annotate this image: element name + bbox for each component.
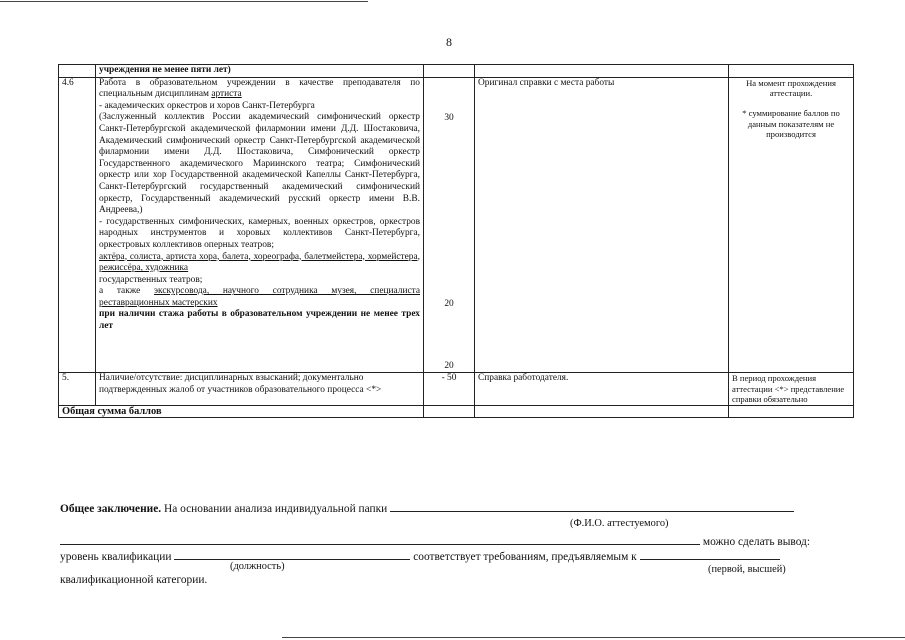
score-museum: 20 (444, 360, 454, 371)
criterion-number: 4.6 (59, 77, 96, 373)
table-row (59, 77, 854, 373)
score-penalty: - 50 (424, 373, 475, 405)
conclusion-title: Общее заключение. (60, 503, 162, 515)
criterion-bullet-state: - государственных симфонических, камерных, военных оркестров, оркестров народных инструментов и хоровых коллективов Санкт-Петербурга, оркестровых коллективов оперных театров; (99, 216, 420, 250)
category-blank (640, 548, 780, 560)
score-state: 20 (444, 299, 454, 310)
criteria-table (58, 64, 854, 418)
scan-edge-top (0, 1, 368, 2)
criterion-bullet-museum: экскурсовода, научного сотрудника музея, специалиста реставрационных мастерских (99, 286, 420, 308)
criterion-experience: при наличии стажа работы в образовательном учреждении не менее трех лет (99, 309, 420, 332)
table-row (59, 373, 854, 405)
cell-num (59, 65, 96, 78)
criterion-bullet-actors: актёра, солиста, артиста хора, балета, хореографа, балетмейстера, хормейстера, режиссёра, художника (99, 251, 420, 274)
criterion-intro-underlined: артиста (211, 89, 242, 100)
table-row (59, 405, 854, 418)
page-number: 8 (446, 35, 452, 49)
conclusion-line-2 (60, 533, 810, 548)
complies-text: соответствует требованиям, предъявляемым к (413, 551, 637, 563)
total-label: Общая сумма баллов (59, 405, 424, 418)
criterion-text: Наличие/отсутствие: дисциплинарных взысканий; документально подтвержденных жалоб от участников образовательного процесса <*> (96, 373, 424, 405)
note-period: В период прохождения аттестации <*> представление справки обязательно (729, 373, 854, 405)
cell-document (475, 65, 729, 78)
category-line: квалификационной категории. (60, 574, 208, 586)
scan-edge-bottom (282, 637, 905, 638)
category-caption: (первой, высшей) (708, 564, 786, 575)
conclusion-text: На основании анализа индивидуальной папки (164, 503, 388, 515)
cell-note (729, 77, 854, 373)
conclusion-conclude: можно сделать вывод: (702, 536, 811, 548)
criterion-bullet-academic: - академических оркестров и хоров Санкт-Петербурга (99, 100, 315, 111)
name-blank (60, 533, 700, 545)
conclusion-line (60, 500, 794, 515)
qualification-line (60, 548, 780, 563)
criterion-text (96, 77, 424, 373)
cell-document (475, 405, 729, 418)
table-row (59, 65, 854, 78)
note-attestation: На момент прохождения аттестации. (746, 77, 836, 98)
criterion-bullet-also: а также (99, 286, 141, 297)
criterion-orchestra-list: (Заслуженный коллектив России академический симфонический оркестр Санкт-Петербургской академической филармонии имени Д.Д. Шостаковича, Академический симфонический оркестр Санкт-Петербургской академической филармонии имени Д.Д. Шостаковича, Симфонический оркестр Государственного академического Мариинского театра; Симфонический оркестр или хор Государственной академической Капеллы Санкт-Петербурга, Санкт-Петербургский государственный академический симфонический оркестр, Государственный академический русский оркестр имени В.В. Андреева,) (99, 112, 420, 216)
total-score (424, 405, 475, 418)
criterion-intro: Работа в образовательном учреждении в качестве преподавателя по специальным дисциплинам (99, 77, 420, 100)
cell-note (729, 65, 854, 78)
cell-note (729, 405, 854, 418)
document-required: Справка работодателя. (475, 373, 729, 405)
criterion-bullet-actors-tail: государственных театров; (99, 274, 203, 285)
document-required: Оригинал справки с места работы (475, 77, 729, 373)
score-academic: 30 (444, 112, 454, 123)
criterion-continuation: учреждения не менее пяти лет) (96, 65, 424, 78)
qualification-label: уровень квалификации (60, 551, 172, 563)
fio-caption: (Ф.И.О. аттестуемого) (570, 518, 669, 529)
level-blank (174, 548, 410, 560)
note-summation: * суммирование баллов по данным показателям не производится (742, 108, 840, 140)
cell-score (424, 77, 475, 373)
position-caption: (должность) (230, 561, 285, 572)
fio-blank (390, 500, 794, 512)
cell-score (424, 65, 475, 78)
criterion-number: 5. (59, 373, 96, 405)
